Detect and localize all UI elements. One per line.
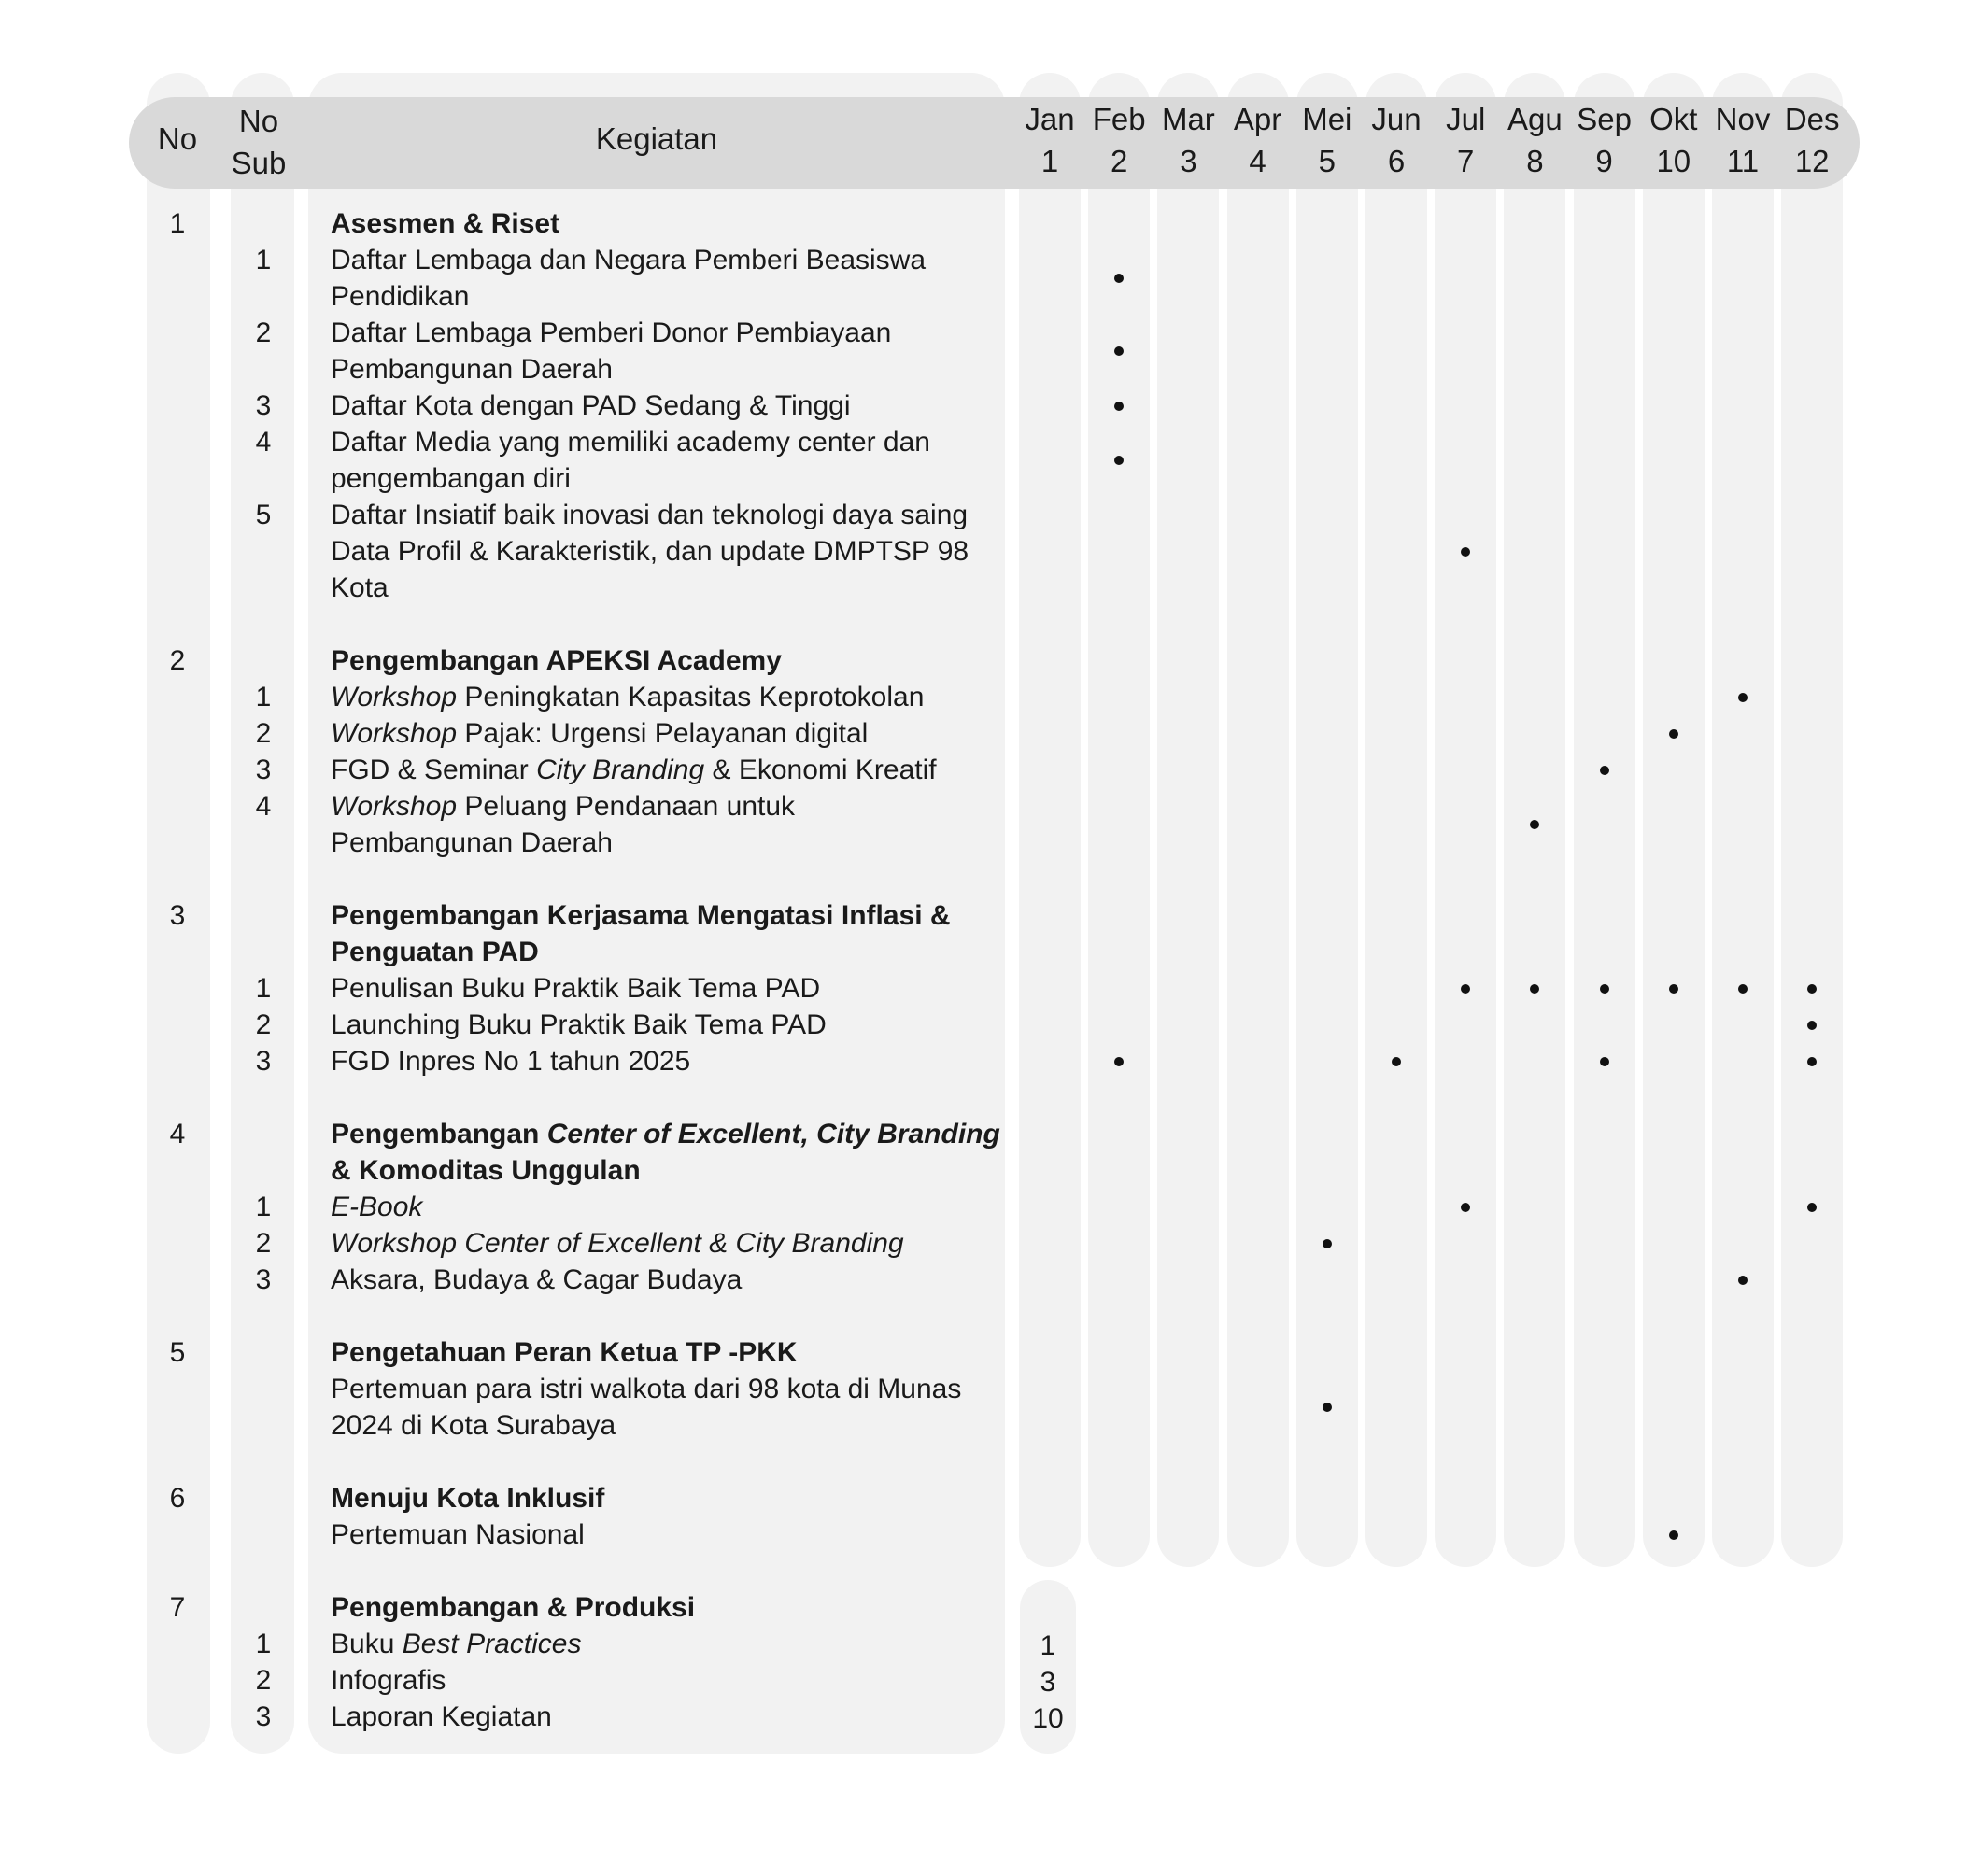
header-month-num: 6 — [1387, 144, 1406, 178]
col-month-pill — [1365, 73, 1427, 1567]
header-month-name: Sep — [1577, 102, 1632, 136]
activity-line — [331, 1699, 552, 1735]
activity-line — [331, 825, 613, 861]
group-number: 2 — [169, 645, 186, 676]
text-segment: Workshop Center of Excellent & City Branding — [331, 1228, 904, 1259]
group-title — [331, 1480, 604, 1516]
text-segment: Pembangunan Daerah — [331, 827, 613, 858]
activity-line — [331, 715, 868, 752]
header-month-num: 1 — [1040, 144, 1059, 178]
text-segment: Penguatan PAD — [331, 937, 539, 967]
schedule-dot — [1738, 693, 1748, 702]
header-month-name: Mei — [1302, 102, 1352, 136]
activity-line — [331, 1516, 585, 1553]
text-segment: Launching Buku Praktik Baik Tema PAD — [331, 1009, 827, 1040]
text-segment: Asesmen & Riset — [331, 208, 560, 239]
text-segment: Penulisan Buku Praktik Baik Tema PAD — [331, 973, 821, 1004]
header-no-sub: Sub — [231, 146, 287, 180]
text-segment: Data Profil & Karakteristik, dan update DMPTSP 98 — [331, 536, 969, 567]
header-kegiatan: Kegiatan — [595, 121, 718, 156]
group-number: 6 — [169, 1483, 186, 1514]
text-segment: Kota — [331, 572, 389, 603]
group-number: 3 — [169, 900, 186, 931]
sub-number: 2 — [255, 1228, 272, 1259]
schedule-dot — [1114, 402, 1124, 411]
activity-line — [331, 242, 926, 278]
col-month-pill — [1781, 73, 1843, 1567]
text-segment: Pembangunan Daerah — [331, 354, 613, 385]
output-count: 1 — [1040, 1630, 1056, 1661]
text-segment: Workshop — [331, 682, 458, 712]
activity-line — [331, 788, 795, 825]
sub-number: 1 — [255, 245, 272, 275]
group-title — [331, 1152, 641, 1189]
activity-line — [331, 1262, 742, 1298]
activity-line — [331, 1007, 827, 1043]
activity-line — [331, 315, 891, 351]
schedule-dot — [1600, 766, 1609, 775]
schedule-dot — [1738, 984, 1748, 994]
activity-line — [331, 1407, 616, 1444]
group-title — [331, 934, 539, 970]
schedule-dot — [1114, 1057, 1124, 1066]
group-title — [331, 897, 951, 934]
text-segment: Pengetahuan Peran Ketua TP -PKK — [331, 1337, 798, 1368]
sub-number: 2 — [255, 1009, 272, 1040]
col-month-pill — [1435, 73, 1496, 1567]
schedule-dot — [1461, 547, 1470, 557]
header-month-num: 10 — [1656, 144, 1691, 178]
text-segment: FGD & Seminar — [331, 755, 537, 785]
header-month-num: 3 — [1180, 144, 1197, 178]
schedule-dot — [1669, 984, 1678, 994]
sub-number: 5 — [255, 500, 272, 530]
sub-number: 3 — [255, 1046, 272, 1077]
schedule-dot — [1807, 1021, 1817, 1030]
header-month-name: Des — [1784, 102, 1840, 136]
text-segment: Pengembangan APEKSI Academy — [331, 645, 782, 676]
schedule-dot — [1738, 1276, 1748, 1285]
activity-line — [331, 970, 820, 1007]
text-segment: Pengembangan Kerjasama Mengatasi Inflasi & — [331, 900, 951, 931]
col-month-pill — [1157, 73, 1219, 1567]
activity-line — [331, 1189, 422, 1225]
sub-number: 3 — [255, 1701, 272, 1732]
header-month-num: 4 — [1249, 144, 1266, 178]
group-number: 1 — [169, 208, 186, 239]
schedule-dot — [1669, 729, 1678, 739]
sub-number: 4 — [255, 427, 272, 458]
sub-number: 3 — [255, 390, 272, 421]
sub-number: 2 — [255, 1665, 272, 1696]
text-segment: Peningkatan Kapasitas Keprotokolan — [457, 682, 925, 712]
text-segment: Pajak: Urgensi Pelayanan digital — [457, 718, 869, 749]
text-segment: Daftar Kota dengan PAD Sedang & Tinggi — [331, 390, 851, 421]
group-title — [331, 1334, 798, 1371]
activity-line — [331, 679, 924, 715]
schedule-dot — [1807, 1203, 1817, 1212]
header-month-name: Agu — [1507, 102, 1563, 136]
activity-line — [331, 1225, 904, 1262]
text-segment: Pertemuan Nasional — [331, 1519, 585, 1550]
text-segment: Pendidikan — [331, 281, 470, 312]
text-segment: Daftar Lembaga Pemberi Donor Pembiayaan — [331, 317, 892, 348]
header-no-sub: No — [238, 104, 279, 138]
schedule-dot — [1392, 1057, 1401, 1066]
sub-number: 3 — [255, 1264, 272, 1295]
header-month-name: Feb — [1092, 102, 1146, 136]
text-segment: City Branding — [536, 755, 705, 785]
text-segment: Center of Excellent, City Branding — [546, 1119, 1000, 1150]
text-segment: Peluang Pendanaan untuk — [457, 791, 796, 822]
header-month-num: 11 — [1726, 144, 1760, 178]
header-month-name: Jan — [1025, 102, 1075, 136]
text-segment: Aksara, Budaya & Cagar Budaya — [331, 1264, 743, 1295]
col-month-pill — [1643, 73, 1705, 1567]
schedule-dot — [1600, 1057, 1609, 1066]
header-month-num: 5 — [1318, 144, 1336, 178]
schedule-dot — [1323, 1239, 1332, 1248]
activity-line — [331, 388, 850, 424]
text-segment: & Komoditas Unggulan — [331, 1155, 641, 1186]
activity-line — [331, 460, 571, 497]
activity-line — [331, 1626, 581, 1662]
header-month-name: Jul — [1446, 102, 1486, 136]
text-segment: pengembangan diri — [331, 463, 571, 494]
header-month-name: Okt — [1649, 102, 1698, 136]
schedule-dot — [1530, 984, 1539, 994]
sub-number: 2 — [255, 317, 272, 348]
group-number: 5 — [169, 1337, 186, 1368]
header-month-num: 7 — [1457, 144, 1475, 178]
sub-number: 1 — [255, 973, 272, 1004]
text-segment: Laporan Kegiatan — [331, 1701, 552, 1732]
text-segment: Menuju Kota Inklusif — [331, 1483, 605, 1514]
activity-line — [331, 570, 389, 606]
text-segment: Daftar Lembaga dan Negara Pemberi Beasiswa — [331, 245, 927, 275]
activity-line — [331, 1043, 690, 1079]
text-segment: Daftar Media yang memiliki academy center dan — [331, 427, 930, 458]
header-month-name: Mar — [1161, 102, 1215, 136]
schedule-dot — [1600, 984, 1609, 994]
activity-line — [331, 497, 968, 533]
text-segment: Workshop — [331, 718, 458, 749]
schedule-dot — [1461, 984, 1470, 994]
text-segment: Pengembangan & Produksi — [331, 1592, 696, 1623]
header-month-name: Jun — [1371, 102, 1422, 136]
header-month-name: Nov — [1715, 102, 1771, 136]
group-title — [331, 205, 559, 242]
group-title — [331, 642, 782, 679]
schedule-dot — [1807, 1057, 1817, 1066]
col-month-pill — [1574, 73, 1635, 1567]
col-month-pill — [1712, 73, 1774, 1567]
text-segment: Infografis — [331, 1665, 446, 1696]
sub-number: 1 — [255, 682, 272, 712]
group-title — [331, 1116, 1000, 1152]
header-month-num: 9 — [1595, 144, 1613, 178]
activity-line — [331, 1662, 446, 1699]
header-month-num: 12 — [1794, 144, 1830, 178]
sub-number: 3 — [255, 755, 272, 785]
text-segment: Best Practices — [402, 1629, 582, 1659]
sub-number: 4 — [255, 791, 272, 822]
header-month-num: 2 — [1111, 144, 1128, 178]
schedule-dot — [1669, 1530, 1678, 1540]
text-segment: Pengembangan — [331, 1119, 547, 1150]
activity-line — [331, 1371, 961, 1407]
text-segment: Daftar Insiatif baik inovasi dan teknologi daya saing — [331, 500, 969, 530]
text-segment: Workshop — [331, 791, 458, 822]
output-count: 10 — [1032, 1703, 1064, 1734]
activity-line — [331, 278, 469, 315]
schedule-dot — [1323, 1403, 1332, 1412]
sub-number: 1 — [255, 1192, 272, 1222]
group-number: 4 — [169, 1119, 186, 1150]
header-no: No — [157, 121, 198, 156]
col-month-pill — [1296, 73, 1358, 1567]
sub-number: 1 — [255, 1629, 272, 1659]
output-count: 3 — [1040, 1667, 1056, 1698]
col-month-pill — [1088, 73, 1150, 1567]
activity-line — [331, 533, 969, 570]
text-segment: FGD Inpres No 1 tahun 2025 — [331, 1046, 691, 1077]
activity-line — [331, 351, 613, 388]
sub-number: 2 — [255, 718, 272, 749]
header-month-name: Apr — [1233, 102, 1282, 136]
schedule-dot — [1807, 984, 1817, 994]
text-segment: Buku — [331, 1629, 403, 1659]
text-segment: Pertemuan para istri walkota dari 98 kota di Munas — [331, 1374, 962, 1404]
text-segment: E-Book — [331, 1192, 423, 1222]
col-month-pill — [1227, 73, 1289, 1567]
header-month-num: 8 — [1526, 144, 1544, 178]
group-number: 7 — [169, 1592, 186, 1623]
activity-line — [331, 752, 937, 788]
text-segment: 2024 di Kota Surabaya — [331, 1410, 616, 1441]
group-title — [331, 1589, 695, 1626]
text-segment: & Ekonomi Kreatif — [704, 755, 937, 785]
activity-line — [331, 424, 930, 460]
col-month-pill — [1019, 73, 1081, 1567]
schedule-dot — [1461, 1203, 1470, 1212]
